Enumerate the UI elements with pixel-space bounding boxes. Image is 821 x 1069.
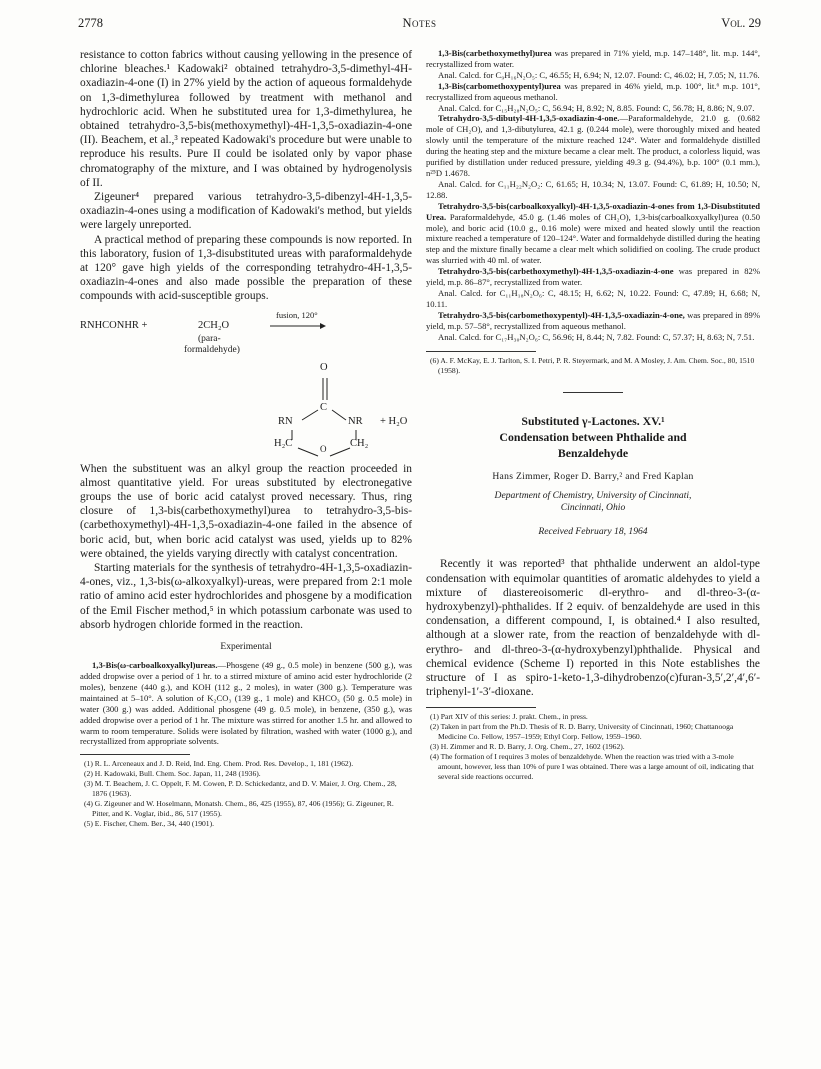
- received-date: Received February 18, 1964: [538, 526, 648, 538]
- footnote: (1) Part XIV of this series: J. prakt. Chem., in press.: [430, 711, 588, 721]
- paragraph: A practical method of preparing these compounds is now reported. In this laboratory, fusion of 1,3-disubstituted ureas with paraformaldehyde at 120° gave high yields of the corresponding tetrahydro-4H-1,3,5-oxadiazin-4-ones and also made possible the preparation of these compounds with acid-susceptible groups.: [80, 233, 412, 303]
- ring-nitrogen-left: RN: [278, 415, 293, 427]
- carbonyl-carbon: C: [320, 401, 328, 413]
- article-separator: [563, 392, 623, 393]
- reagent-note: (para-: [198, 333, 221, 344]
- footnote-divider: [80, 754, 190, 755]
- footnote-divider: [426, 707, 536, 708]
- footnote: (2) Taken in part from the Ph.D. Thesis of R. D. Barry, University of Cincinnati, 1960; Chattanooga Medicine Co. Fellow, 1957–1959; Ethyl Corp. Fellow, 1959–1960.: [430, 721, 734, 741]
- volume-label: Vol. 29: [721, 16, 761, 30]
- experimental-text: was prepared in 71% yield, m.p. 147–148°, lit. m.p. 144°, recrystallized from water.: [426, 48, 760, 69]
- experimental-paragraph: [426, 310, 760, 332]
- authors: Hans Zimmer, Roger D. Barry,² and Fred Kaplan: [492, 471, 694, 483]
- footnote: (6) A. F. McKay, E. J. Tarlton, S. I. Petri, P. R. Steyermark, and M. A Mosley, J. Am. Chem. Soc., 80, 1510 (1958).: [430, 356, 755, 376]
- paragraph: When the substituent was an alkyl group the reaction proceeded in almost quantitative yield. For ureas substituted by electronegative groups the use of boric acid catalyst proved necessary. Thus, ring closure of 1,3-bis(carbethoxymethyl)urea to tetrahydro-3,5-bis-(carbethoxymethyl)-4H-1,3,5-oxadiazin-4-one failed in the absence of boric acid, but, when boric acid catalyst was used, yields up to 82% were obtained, the yields varying directly with catalyst concentration.: [80, 462, 412, 560]
- running-header: [78, 16, 761, 34]
- affiliation-line: Department of Chemistry, University of Cincinnati,: [494, 490, 692, 502]
- footnote: (4) G. Zigeuner and W. Hoselmann, Monatsh. Chem., 86, 425 (1955), 87, 406 (1956); G. Zigeuner, R. Pitter, and K. Voglar, ibid., 86, 517 (1955).: [84, 799, 394, 819]
- paragraph: resistance to cotton fabrics without causing yellowing in the presence of chlorine bleaches.¹ Kadowaki² obtained tetrahydro-3,5-dimethyl-4H-oxadiazin-4-one (I) in 27% yield by the action of aqueous formaldehyde on 1,3-dimethylurea followed by treatment with methanol and hydrochloric acid. When he substituted urea for 1,3-dimethylurea, he obtained tetrahydro-3,5-bis(methoxymethyl)-4H-1,3,5-oxadiazin-4-one (II). Beachem, et al.,³ repeated Kadowaki's procedure but were unable to reproduce his results. Pure II could be isolated only by vapor phase chromatography of the mixture, and I was obtained by hydrogenolysis of II.: [80, 49, 412, 189]
- analysis-line: Anal. Calcd. for C₁₇H₃₀N₂O₆: C, 56.96; H, 8.44; N, 7.82. Found: C, 57.37; H, 8.63; N, 7.51.: [438, 331, 755, 342]
- paragraph: Starting materials for the synthesis of tetrahydro-4H-1,3,5-oxadiazin-4-ones, viz., 1,3-bis(ω-alkoxyalkyl)-ureas, were prepared from 2:1 mole ratio of amino acid ester hydrochlorides and phosgene by a modification of the Emil Fischer method,⁵ in which potassium carbonate was used to absorb hydrogen chloride formed in the reaction.: [80, 562, 412, 631]
- compound-name: 1,3-Bis(ω-carboalkoxyalkyl)ureas.: [92, 660, 218, 671]
- analysis-line: Anal. Calcd. for C₁₁H₂₂N₂O₂: C, 61.65; H, 10.34; N, 13.07. Found: C, 61.89; H, 10.50; N, 12.88.: [426, 178, 760, 200]
- ring-methylene-left: H₂C: [274, 437, 293, 449]
- experimental-paragraph: [426, 201, 760, 266]
- left-column: [80, 48, 412, 829]
- title-line: Substituted γ-Lactones. XV.¹: [521, 414, 665, 429]
- reagent-note: formaldehyde): [184, 344, 240, 355]
- analysis-line: Anal. Calcd. for C₁₅H₂₈N₂O₅: C, 56.94; H, 8.92; N, 8.85. Found: C, 56.78; H, 8.86; N, 9.07.: [438, 102, 755, 113]
- reaction-condition: fusion, 120°: [276, 309, 318, 320]
- title-line: Benzaldehyde: [557, 446, 629, 461]
- reaction-scheme: [80, 310, 412, 458]
- ring-oxygen: O: [320, 443, 327, 454]
- footnote: (3) M. T. Beachem, J. C. Oppelt, F. M. Cowen, P. D. Schickedantz, and D. V. Maier, J. Org. Chem., 28, 1876 (1963).: [84, 779, 397, 799]
- footnote: (2) H. Kadowaki, Bull. Chem. Soc. Japan, 11, 248 (1936).: [84, 769, 261, 779]
- experimental-paragraph: [426, 266, 760, 288]
- compound-name: Tetrahydro-3,5-bis(carbethoxymethyl)-4H-1,3,5-oxadiazin-4-one: [438, 266, 674, 277]
- carbonyl-oxygen: O: [320, 361, 328, 373]
- reagent-formula: 2CH₂O: [198, 319, 230, 331]
- paragraph: Zigeuner⁴ prepared various tetrahydro-3,5-dibenzyl-4H-1,3,5-oxadiazin-4-ones using a modification of Kadowaki's method, but yields were largely unreported.: [80, 191, 412, 232]
- right-column: [426, 48, 760, 782]
- affiliation-line: Cincinnati, Ohio: [560, 502, 626, 514]
- title-line: Condensation between Phthalide and: [499, 430, 687, 445]
- footnote: (4) The formation of I requires 3 moles of benzaldehyde. When the reaction was tried with a 3-mole amount, however, less than 10% of pure I was obtained. There was a large amount of oil, indicating that several side reactions occurred.: [430, 751, 754, 781]
- section-heading: Experimental: [220, 642, 272, 653]
- compound-name: 1,3-Bis(carbomethoxypentyl)urea: [438, 80, 561, 91]
- paragraph: Recently it was reported³ that phthalide underwent an aldol-type condensation with equimolar quantities of aromatic aldehydes to yield a mixture of diastereoisomeric dl-erythro- and dl-threo-3-(α-hydroxybenzyl)-phthalides. If 2 equiv. of benzaldehyde are used in this condensation, a different compound, I, is obtained.⁴ I also resulted, although at a slower rate, from the reaction of benzaldehyde with dl-erythro- and dl-threo-3-(α-hydroxybenzyl)phthalide. Physical and chemical evidence (Scheme I) reported in this Note establishes the structure of I as spiro-1-keto-1,3-dihydrobenzo(c)furan-3,5′,2′,4′,6′-triphenyl-1′-3′-dioxane.: [426, 558, 760, 699]
- compound-name: Tetrahydro-3,5-bis(carbomethoxypentyl)-4H-1,3,5-oxadiazin-4-one,: [438, 309, 685, 320]
- experimental-text: was prepared in 89% yield, m.p. 57–58°, recrystallized from aqueous methanol.: [426, 309, 760, 331]
- experimental-text: was prepared in 46% yield, m.p. 100°, lit.⁶ m.p. 101°, recrystallized from aqueous methanol.: [426, 80, 760, 102]
- footnote: (1) R. L. Arceneaux and J. D. Reid, Ind. Eng. Chem. Prod. Res. Develop., 1, 181 (1962).: [84, 759, 354, 769]
- article-title: [426, 413, 760, 461]
- experimental-paragraph: [426, 81, 760, 103]
- experimental-text: —Phosgene (49 g., 0.5 mole) in benzene (500 g.), was added dropwise over a period of 1 hr. to a stirred mixture of amino acid ester hydrochloride (2 moles), benzene (440 g.), and KOH (112 g., 2 moles), in water (300 g.). Temperature was maintained at 5–10°. A solution of K₂CO₃ (139 g., 1 mole) and KHCO₃ (50 g. 0.5 mole) in water (300 g.) was added. Additional phosgene (49 g. 0.5 mole), in benzene, (350 g.), was added dropwise over a period of 1 hr. The mixture was stirred for another 1.5 hr. and allowed to warm to room temperature. Solids were isolated by filtration, washed with water (1000 g.), and recrystallized from appropriate solvents.: [80, 660, 412, 747]
- reaction-drawing: [80, 310, 412, 458]
- compound-name: Tetrahydro-3,5-dibutyl-4H-1,3,5-oxadiazin-4-one.: [438, 113, 620, 124]
- ring-methylene-right: CH₂: [350, 437, 369, 449]
- experimental-paragraph: [80, 660, 412, 747]
- ring-nitrogen-right: NR: [348, 415, 363, 427]
- footnote-divider: [426, 351, 536, 352]
- reactant-formula: RNHCONHR +: [80, 319, 148, 331]
- compound-name: 1,3-Bis(carbethoxymethyl)urea: [438, 48, 552, 58]
- analysis-line: Anal. Calcd. for C₉H₁₆N₂O₅: C, 46.55; H, 6.94; N, 12.07. Found: C, 46.02; H, 7.05; N, 11.76.: [438, 69, 760, 80]
- footnotes: [426, 712, 760, 782]
- experimental-paragraph: [426, 48, 760, 70]
- analysis-line: Anal. Calcd. for C₁₁H₁₈N₂O₆: C, 48.15; H, 6.62; N, 10.22. Found: C, 47.89; H, 6.68; N, 10.11.: [426, 287, 760, 309]
- experimental-text: was prepared in 82% yield, m.p. 86–87°, recrystallized from water.: [426, 266, 760, 288]
- compound-name: Tetrahydro-3,5-bis(carboalkoxyalkyl)-4H-1,3,5-oxadiazin-4-ones from 1,3-Disubstituted Urea.: [426, 200, 760, 222]
- journal-section: Notes: [402, 16, 437, 30]
- footnote: (3) H. Zimmer and R. D. Barry, J. Org. Chem., 27, 1602 (1962).: [430, 741, 625, 751]
- experimental-paragraph: [426, 113, 760, 178]
- affiliation: [426, 490, 760, 514]
- footnote: (5) E. Fischer, Chem. Ber., 34, 440 (1901).: [84, 819, 215, 829]
- experimental-text: Paraformaldehyde, 45.0 g. (1.46 moles of CH₂O), 1,3-bis(carboalkoxyalkyl)urea (0.50 mole), and boric acid (10.0 g., 0.16 mole) were mixed and heated slowly until the reaction mixture reached a temperature of 120–124°. Water and formaldehyde distilled during the heating step and the mixture finally became a clear melt which solidified on cooling. The crude product was slurried with 40 ml. of water.: [426, 211, 760, 266]
- page-number: 2778: [78, 16, 103, 30]
- footnotes: [80, 759, 412, 829]
- experimental-text: —Paraformaldehyde, 21.0 g. (0.682 mole of CH₂O), and 1,3-dibutylurea, 42.1 g. (0.244 mole), were thoroughly mixed and heated slowly until the temperature of the mixture reached 124°. Water and formaldehyde distilled during the heating step and the mixture became a clear melt. The product, a colorless liquid, was purified by distillation under reduced pressure, yielding 49.3 g. (94.4%), b.p. 100° (0.1 mm.), n²⁵D 1.4678.: [426, 113, 760, 178]
- water-product: + H₂O: [380, 415, 408, 427]
